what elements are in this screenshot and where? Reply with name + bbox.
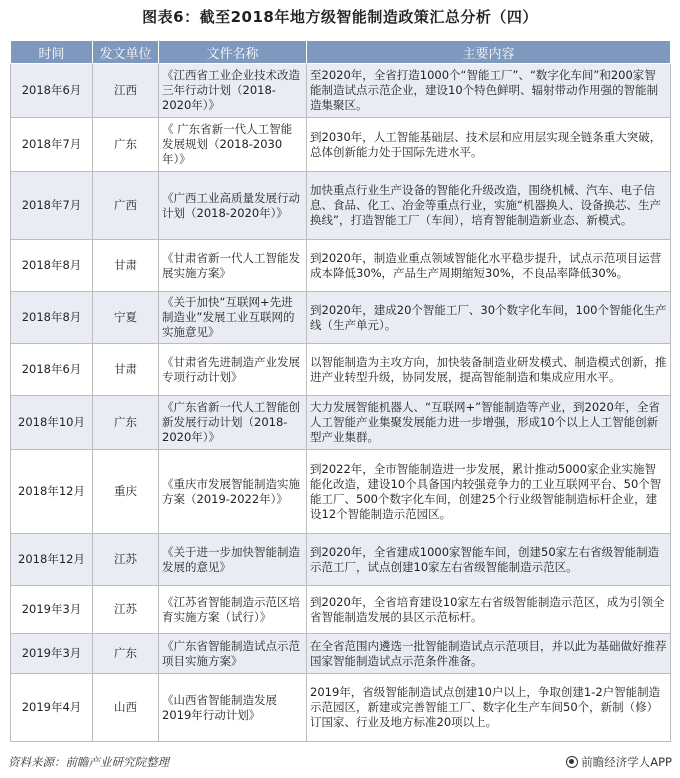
- cell-time: 2018年12月: [11, 534, 93, 586]
- cell-file: 《广西工业高质量发展行动计划（2018-2020年）》: [159, 172, 307, 240]
- chart-title: 图表6：截至2018年地方级智能制造政策汇总分析（四）: [142, 8, 538, 26]
- cell-content: 加快重点行业生产设备的智能化升级改造，围绕机械、汽车、电子信息、食品、化工、冶金等重点行业，实施“机器换人、设备换芯、生产换线”，打造智能工厂（车间），培育智能制造新业态、新模式。: [307, 172, 671, 240]
- table-row: [11, 292, 671, 344]
- header-time: 时间: [11, 41, 93, 64]
- cell-time: 2019年3月: [11, 634, 93, 674]
- cell-file: 《关于进一步加快智能制造发展的意见》: [159, 534, 307, 586]
- cell-content: 以智能制造为主攻方向，加快装备制造业研发模式、制造模式创新，推进产业转型升级，协同发展，提高智能制造和集成应用水平。: [307, 344, 671, 396]
- cell-unit: 江苏: [93, 586, 159, 634]
- table-header-row: [11, 41, 671, 64]
- cell-file: 《广东省新一代人工智能创新发展行动计划（2018-2020年）》: [159, 396, 307, 450]
- cell-content: 至2020年，全省打造1000个“智能工厂”、“数字化车间”和200家智能制造试点示范企业，建设10个特色鲜明、辐射带动作用强的智能制造集聚区。: [307, 64, 671, 118]
- cell-time: 2019年3月: [11, 586, 93, 634]
- cell-unit: 山西: [93, 674, 159, 742]
- cell-content: 在全省范围内遴选一批智能制造试点示范项目，并以此为基础做好推荐国家智能制造试点示范条件准备。: [307, 634, 671, 674]
- cell-file: 《关于加快“互联网+先进制造业”发展工业互联网的实施意见》: [159, 292, 307, 344]
- table-row: [11, 240, 671, 292]
- cell-time: 2018年6月: [11, 344, 93, 396]
- cell-content: 到2022年，全市智能制造进一步发展，累计推动5000家企业实施智能化改造，建设10个具备国内较强竞争力的工业互联网平台、50个智能工厂、500个数字化车间，创建25个行业级智能制造标杆企业，建设12个智能制造示范园区。: [307, 450, 671, 534]
- cell-content: 到2030年，人工智能基础层、技术层和应用层实现全链条重大突破，总体创新能力处于国际先进水平。: [307, 118, 671, 172]
- cell-file: 《山西省智能制造发展2019年行动计划》: [159, 674, 307, 742]
- cell-file: 《江西省工业企业技术改造三年行动计划（2018-2020年）》: [159, 64, 307, 118]
- brand-logo-icon: [566, 756, 578, 768]
- brand: [566, 754, 672, 770]
- table-row: [11, 396, 671, 450]
- cell-content: 到2020年，制造业重点领域智能化水平稳步提升，试点示范项目运营成本降低30%，产品生产周期缩短30%，不良品率降低30%。: [307, 240, 671, 292]
- cell-file: 《广东省智能制造试点示范项目实施方案》: [159, 634, 307, 674]
- cell-content: 到2020年，建成20个智能工厂、30个数字化车间，100个智能化生产线（生产单元）。: [307, 292, 671, 344]
- cell-file: 《 广东省新一代人工智能发展规划（2018-2030年）》: [159, 118, 307, 172]
- cell-unit: 宁夏: [93, 292, 159, 344]
- cell-unit: 甘肃: [93, 240, 159, 292]
- table-row: [11, 634, 671, 674]
- table-row: [11, 674, 671, 742]
- footer: [8, 754, 672, 772]
- table-row: [11, 586, 671, 634]
- cell-file: 《甘肃省先进制造产业发展专项行动计划》: [159, 344, 307, 396]
- cell-file: 《重庆市发展智能制造实施方案（2019-2022年）》: [159, 450, 307, 534]
- cell-unit: 广东: [93, 634, 159, 674]
- brand-label: 前瞻经济学人APP: [581, 755, 672, 769]
- cell-time: 2018年10月: [11, 396, 93, 450]
- cell-unit: 广东: [93, 396, 159, 450]
- cell-unit: 甘肃: [93, 344, 159, 396]
- cell-time: 2018年7月: [11, 172, 93, 240]
- cell-unit: 广西: [93, 172, 159, 240]
- cell-time: 2018年7月: [11, 118, 93, 172]
- header-content: 主要内容: [307, 41, 671, 64]
- table-row: [11, 344, 671, 396]
- cell-time: 2018年6月: [11, 64, 93, 118]
- policy-table: [10, 40, 671, 742]
- cell-time: 2018年8月: [11, 240, 93, 292]
- cell-content: 2019年，省级智能制造试点创建10户以上，争取创建1-2户智能制造示范园区，新建或完善智能工厂、数字化生产车间50个，新制（修）订国家、行业及地方标准20项以上。: [307, 674, 671, 742]
- table-row: [11, 118, 671, 172]
- cell-unit: 江苏: [93, 534, 159, 586]
- header-file: 文件名称: [159, 41, 307, 64]
- cell-unit: 重庆: [93, 450, 159, 534]
- cell-time: 2018年12月: [11, 450, 93, 534]
- cell-content: 到2020年，全省建成1000家智能车间，创建50家左右省级智能制造示范工厂，试点创建10家左右省级智能制造示范区。: [307, 534, 671, 586]
- table-row: [11, 64, 671, 118]
- table-row: [11, 450, 671, 534]
- cell-unit: 广东: [93, 118, 159, 172]
- cell-file: 《江苏省智能制造示范区培育实施方案（试行）》: [159, 586, 307, 634]
- cell-content: 到2020年，全省培育建设10家左右省级智能制造示范区，成为引领全省智能制造发展的县区示范标杆。: [307, 586, 671, 634]
- header-unit: 发文单位: [93, 41, 159, 64]
- cell-unit: 江西: [93, 64, 159, 118]
- cell-content: 大力发展智能机器人、“互联网+”智能制造等产业，到2020年，全省人工智能产业集聚发展能力进一步增强，形成10个以上人工智能创新型产业集群。: [307, 396, 671, 450]
- cell-file: 《甘肃省新一代人工智能发展实施方案》: [159, 240, 307, 292]
- table-row: [11, 534, 671, 586]
- cell-time: 2019年4月: [11, 674, 93, 742]
- source-note: 资料来源：前瞻产业研究院整理: [8, 755, 169, 769]
- table-row: [11, 172, 671, 240]
- cell-time: 2018年8月: [11, 292, 93, 344]
